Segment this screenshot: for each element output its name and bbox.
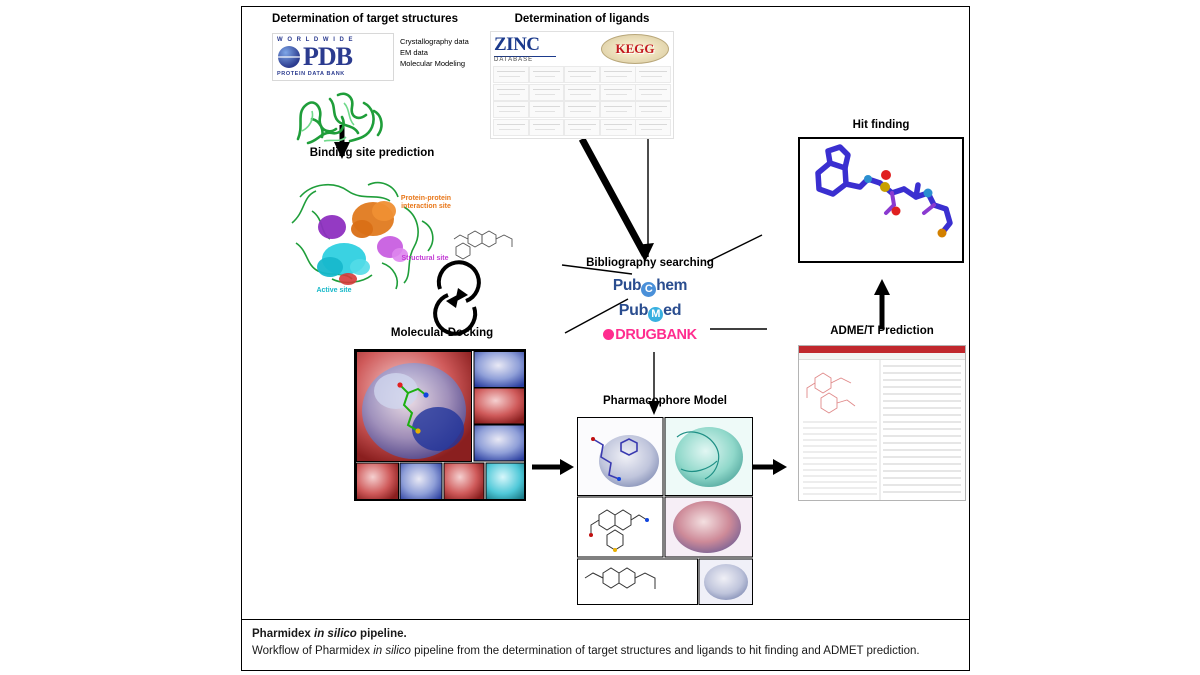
ligand-thumb	[493, 119, 529, 136]
pubchem-mark: C	[641, 282, 656, 297]
hit-compound-render	[800, 139, 962, 261]
ppi-site-blob	[351, 201, 396, 238]
docking-render	[356, 351, 526, 501]
node-binding-site	[272, 147, 472, 294]
protein-ribbon-image	[288, 85, 392, 149]
caption-title-part1: Pharmidex	[252, 628, 311, 640]
pubmed-post: ed	[663, 302, 682, 319]
ligand-thumb	[635, 101, 671, 118]
admet-report-subheader	[799, 353, 965, 360]
pharmacophore-render	[577, 417, 753, 605]
node-admet	[798, 325, 966, 339]
ligands-title: Determination of ligands	[514, 13, 650, 25]
pharmacophore-title: Pharmacophore Model	[603, 395, 727, 407]
node-ligands	[490, 13, 674, 63]
drugbank-logo[interactable]	[580, 327, 720, 343]
label-structural-site: Structural site	[401, 255, 449, 262]
ligand-thumb	[493, 66, 529, 83]
node-hit-finding	[798, 119, 964, 133]
ligand-thumb	[564, 66, 600, 83]
hit-finding-title: Hit finding	[852, 119, 910, 131]
node-molecular-docking	[354, 327, 530, 341]
zinc-subtitle: DATABASE	[494, 56, 556, 63]
label-active-site: Active site	[316, 287, 352, 294]
bullet-em-data: EM data	[400, 47, 428, 57]
pubchem-logo[interactable]	[580, 277, 720, 297]
ligand-thumb	[564, 101, 600, 118]
active-site-blob	[317, 243, 370, 285]
ligand-thumb	[493, 101, 529, 118]
caption-body-part2: pipeline from the determination of target structures and ligands to hit finding and ADMET prediction.	[414, 644, 920, 657]
pdb-acronym: PDB	[303, 42, 352, 71]
ligand-thumb	[529, 66, 565, 83]
node-bibliography	[580, 257, 720, 343]
pubchem-post: hem	[656, 277, 688, 294]
pubchem-pre: Pub	[612, 277, 642, 294]
admet-report-image	[798, 345, 966, 501]
pdb-logo	[272, 33, 394, 81]
ligand-thumb	[635, 119, 671, 136]
globe-icon	[278, 46, 300, 68]
caption-title-italic: in silico	[314, 628, 357, 640]
docking-image-grid	[354, 349, 526, 501]
workflow-diagram	[242, 7, 969, 619]
drugbank-dot-icon	[603, 329, 614, 340]
label-ppi-site: Protein-protein interaction site	[400, 195, 452, 211]
drugbank-name: DRUGBANK	[615, 327, 697, 343]
figure-caption	[242, 619, 969, 670]
ligand-thumb	[493, 84, 529, 101]
admet-report-header	[799, 346, 965, 353]
ligand-thumb	[600, 84, 636, 101]
admet-report-body	[799, 360, 965, 501]
pubmed-pre: Pub	[618, 302, 649, 319]
caption-body-part1: Workflow of Pharmidex	[252, 644, 371, 657]
ligand-thumb	[564, 84, 600, 101]
ligand-thumb	[529, 84, 565, 101]
zinc-logo	[494, 34, 556, 64]
ligand-thumb	[635, 66, 671, 83]
ligand-thumb	[564, 119, 600, 136]
figure-frame	[241, 6, 970, 671]
caption-title	[252, 627, 959, 643]
node-pharmacophore	[577, 395, 753, 409]
ligand-thumb	[600, 119, 636, 136]
caption-body-italic: in silico	[373, 644, 411, 657]
bibliography-title: Bibliography searching	[586, 257, 714, 269]
pubmed-mark: M	[648, 307, 663, 322]
ligand-thumbnail-grid	[493, 66, 671, 136]
kegg-name: KEGG	[615, 41, 655, 56]
target-structures-title: Determination of target structures	[272, 13, 458, 25]
pharmacophore-image-grid	[577, 417, 753, 605]
ligand-thumb	[600, 66, 636, 83]
bullet-molecular-modeling: Molecular Modeling	[400, 58, 466, 68]
bullet-crystallography: Crystallography data	[400, 37, 469, 46]
caption-body	[252, 644, 959, 660]
zinc-name: ZINC	[494, 34, 540, 55]
bibliography-logos	[580, 275, 720, 353]
ligand-thumb	[600, 101, 636, 118]
caption-title-part2: pipeline.	[360, 628, 407, 640]
molecular-docking-title: Molecular Docking	[390, 327, 494, 339]
kegg-logo	[601, 34, 669, 64]
ligand-thumb	[529, 101, 565, 118]
binding-site-title: Binding site prediction	[309, 147, 435, 159]
pubmed-logo[interactable]	[580, 302, 720, 322]
ligand-database-panel	[490, 31, 674, 139]
admet-title: ADME/T Prediction	[830, 325, 934, 337]
node-target-structures	[260, 13, 470, 77]
pdb-subtitle: PROTEIN DATA BANK	[277, 71, 345, 77]
hit-compound-image	[798, 137, 964, 263]
ligand-thumb	[529, 119, 565, 136]
target-structures-bullets	[400, 37, 469, 70]
binding-site-image	[272, 167, 472, 297]
pdb-worldwide-label: W O R L D W I D E	[277, 37, 355, 43]
ligand-thumb	[635, 84, 671, 101]
binding-site-render	[272, 167, 472, 297]
